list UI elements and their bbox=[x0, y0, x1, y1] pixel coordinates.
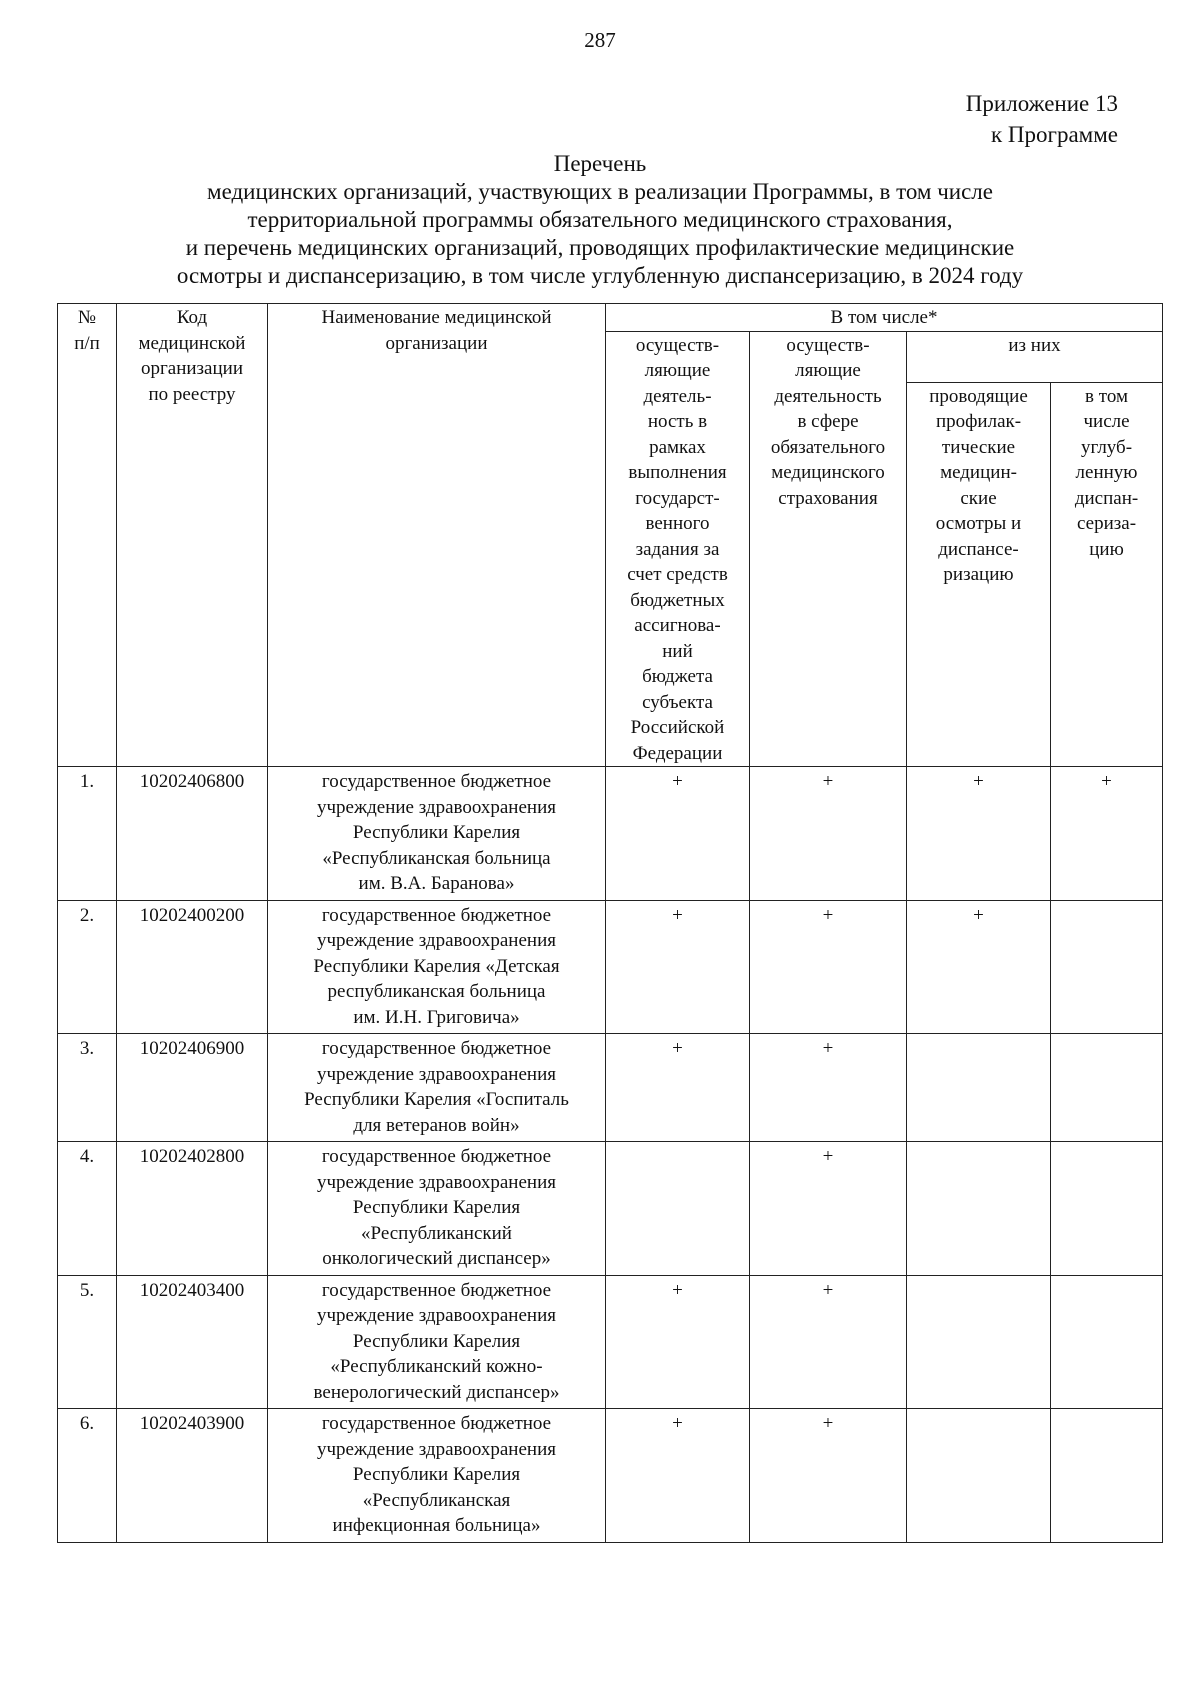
name-line: государственное бюджетное bbox=[321, 1038, 552, 1059]
cell-name bbox=[268, 767, 606, 901]
cell-deep bbox=[1051, 1034, 1163, 1142]
name-line: государственное бюджетное bbox=[321, 1279, 552, 1301]
header-line: ризацию bbox=[943, 564, 1014, 586]
table-row bbox=[58, 767, 1163, 901]
cell-prof bbox=[907, 1275, 1051, 1409]
name-line: учреждение здравоохранения bbox=[317, 1063, 556, 1085]
cell-state-task: + bbox=[606, 767, 750, 901]
header-line: Наименование медицинской bbox=[321, 307, 552, 328]
header-oms bbox=[750, 331, 907, 767]
header-line: деятель- bbox=[643, 385, 712, 407]
cell-state-task bbox=[606, 1142, 750, 1276]
title-line: медицинских организаций, участвующих в реализации Программы, в том числе bbox=[207, 179, 993, 204]
name-line: государственное бюджетное bbox=[321, 771, 552, 792]
cell-deep bbox=[1051, 1409, 1163, 1543]
name-line: Республики Карелия bbox=[352, 1197, 521, 1218]
cell-oms: + bbox=[750, 767, 907, 901]
header-line: организации bbox=[140, 358, 243, 379]
header-line: бюджета bbox=[642, 666, 713, 687]
cell-num: 5. bbox=[58, 1275, 117, 1409]
header-line: осуществ- bbox=[635, 334, 720, 356]
header-deep bbox=[1051, 382, 1163, 766]
cell-num: 4. bbox=[58, 1142, 117, 1276]
title-line: Перечень bbox=[553, 151, 647, 176]
header-line: в том bbox=[1085, 385, 1128, 407]
name-line: Республики Карелия bbox=[352, 1330, 521, 1352]
header-line: ленную bbox=[1075, 462, 1138, 484]
table-row bbox=[58, 1034, 1163, 1142]
cell-num: 2. bbox=[58, 900, 117, 1034]
header-line: ность в bbox=[647, 411, 708, 432]
header-line: числе bbox=[1083, 411, 1130, 433]
header-line: ний bbox=[662, 640, 693, 662]
header-line: тические bbox=[941, 436, 1016, 458]
cell-prof bbox=[907, 1142, 1051, 1276]
header-line: Код bbox=[176, 307, 208, 328]
appendix-line: к Программе bbox=[991, 122, 1118, 147]
cell-oms: + bbox=[750, 900, 907, 1034]
cell-code: 10202406800 bbox=[117, 767, 268, 901]
header-line: венного bbox=[645, 513, 710, 534]
name-line: «Республиканский кожно- bbox=[330, 1356, 543, 1377]
header-including: В том числе* bbox=[606, 304, 1163, 332]
name-line: им. И.Н. Григовича» bbox=[353, 1006, 520, 1028]
header-line: ляющие bbox=[644, 360, 711, 381]
header-line: п/п bbox=[74, 332, 100, 354]
title-line: территориальной программы обязательного медицинского страхования, bbox=[247, 207, 953, 232]
header-line: рамках bbox=[649, 436, 706, 458]
name-line: Республики Карелия «Госпиталь bbox=[304, 1089, 569, 1110]
name-line: учреждение здравоохранения bbox=[317, 1305, 556, 1326]
document-title bbox=[80, 150, 1120, 290]
name-line: «Республиканский bbox=[361, 1222, 512, 1244]
table-row bbox=[58, 900, 1163, 1034]
name-line: учреждение здравоохранения bbox=[317, 1438, 556, 1460]
name-line: онкологический диспансер» bbox=[322, 1248, 551, 1269]
cell-num: 6. bbox=[58, 1409, 117, 1543]
cell-deep bbox=[1051, 1142, 1163, 1276]
cell-name bbox=[268, 1142, 606, 1276]
header-line: диспан- bbox=[1074, 487, 1139, 509]
cell-deep: + bbox=[1051, 767, 1163, 901]
header-line: осуществ- bbox=[786, 334, 870, 356]
cell-num: 1. bbox=[58, 767, 117, 901]
name-line: им. В.А. Баранова» bbox=[358, 873, 515, 894]
name-line: «Республиканская больница bbox=[322, 847, 551, 869]
name-line: Республики Карелия «Детская bbox=[313, 955, 560, 977]
header-name bbox=[268, 304, 606, 767]
header-line: медицинского bbox=[771, 462, 885, 483]
cell-name bbox=[268, 1275, 606, 1409]
name-line: венерологический диспансер» bbox=[313, 1381, 560, 1403]
cell-prof bbox=[907, 1409, 1051, 1543]
cell-code: 10202403400 bbox=[117, 1275, 268, 1409]
title-line: и перечень медицинских организаций, проводящих профилактические медицинские bbox=[185, 235, 1015, 260]
name-line: «Республиканская bbox=[362, 1489, 511, 1511]
cell-name bbox=[268, 1034, 606, 1142]
cell-oms: + bbox=[750, 1142, 907, 1276]
header-line: сериза- bbox=[1076, 513, 1137, 535]
cell-num: 3. bbox=[58, 1034, 117, 1142]
appendix-label bbox=[966, 88, 1118, 150]
page-number: 287 bbox=[584, 28, 616, 52]
name-line: государственное бюджетное bbox=[321, 904, 552, 926]
header-line: цию bbox=[1089, 538, 1124, 560]
cell-state-task: + bbox=[606, 1275, 750, 1409]
header-line: бюджетных bbox=[630, 589, 725, 611]
header-line: ские bbox=[960, 487, 997, 509]
name-line: Республики Карелия bbox=[352, 822, 521, 843]
header-line: медицин- bbox=[940, 462, 1017, 484]
header-line: ассигнова- bbox=[634, 615, 721, 636]
header-line: счет средств bbox=[627, 564, 728, 585]
header-line: в сфере bbox=[797, 411, 859, 432]
cell-prof bbox=[907, 1034, 1051, 1142]
organizations-table bbox=[57, 303, 1163, 1543]
header-line: № bbox=[77, 307, 97, 328]
title-line: осмотры и диспансеризацию, в том числе углубленную диспансеризацию, в 2024 году bbox=[176, 263, 1024, 288]
cell-oms: + bbox=[750, 1034, 907, 1142]
table-row bbox=[58, 1275, 1163, 1409]
cell-code: 10202403900 bbox=[117, 1409, 268, 1543]
cell-oms: + bbox=[750, 1275, 907, 1409]
table-row bbox=[58, 1142, 1163, 1276]
header-line: профилак- bbox=[935, 411, 1022, 433]
header-line: по реестру bbox=[148, 383, 236, 405]
cell-prof: + bbox=[907, 767, 1051, 901]
header-line: задания за bbox=[635, 538, 720, 560]
cell-state-task: + bbox=[606, 1409, 750, 1543]
name-line: Республики Карелия bbox=[352, 1464, 521, 1485]
header-prof bbox=[907, 382, 1051, 766]
name-line: республиканская больница bbox=[327, 981, 546, 1002]
header-line: субъекта bbox=[642, 691, 713, 713]
name-line: учреждение здравоохранения bbox=[317, 930, 556, 951]
header-line: углуб- bbox=[1080, 436, 1133, 458]
header-line: деятельность bbox=[774, 385, 882, 407]
name-line: учреждение здравоохранения bbox=[317, 1171, 556, 1193]
header-line: диспансе- bbox=[938, 538, 1019, 560]
name-line: учреждение здравоохранения bbox=[317, 796, 556, 818]
header-line: медицинской bbox=[138, 332, 246, 354]
header-line: страхования bbox=[778, 487, 878, 509]
cell-prof: + bbox=[907, 900, 1051, 1034]
cell-name bbox=[268, 900, 606, 1034]
header-line: Федерации bbox=[632, 742, 723, 764]
name-line: инфекционная больница» bbox=[332, 1515, 541, 1536]
cell-deep bbox=[1051, 1275, 1163, 1409]
header-line: осмотры и bbox=[935, 513, 1022, 535]
cell-code: 10202402800 bbox=[117, 1142, 268, 1276]
header-of-them: из них bbox=[907, 331, 1163, 382]
table-row bbox=[58, 1409, 1163, 1543]
cell-state-task: + bbox=[606, 1034, 750, 1142]
cell-state-task: + bbox=[606, 900, 750, 1034]
name-line: государственное бюджетное bbox=[321, 1146, 552, 1167]
name-line: государственное бюджетное bbox=[321, 1413, 552, 1434]
appendix-line: Приложение 13 bbox=[965, 91, 1118, 116]
header-line: ляющие bbox=[795, 360, 861, 381]
cell-code: 10202406900 bbox=[117, 1034, 268, 1142]
header-line: организации bbox=[385, 332, 488, 354]
header-line: проводящие bbox=[929, 385, 1028, 407]
cell-oms: + bbox=[750, 1409, 907, 1543]
header-line: обязательного bbox=[770, 436, 886, 458]
header-line: государст- bbox=[635, 487, 720, 509]
name-line: для ветеранов войн» bbox=[353, 1114, 520, 1136]
header-num bbox=[58, 304, 117, 767]
cell-code: 10202400200 bbox=[117, 900, 268, 1034]
header-line: выполнения bbox=[628, 462, 727, 483]
header-line: Российской bbox=[630, 717, 725, 738]
header-state-task bbox=[606, 331, 750, 767]
cell-name bbox=[268, 1409, 606, 1543]
cell-deep bbox=[1051, 900, 1163, 1034]
header-code bbox=[117, 304, 268, 767]
